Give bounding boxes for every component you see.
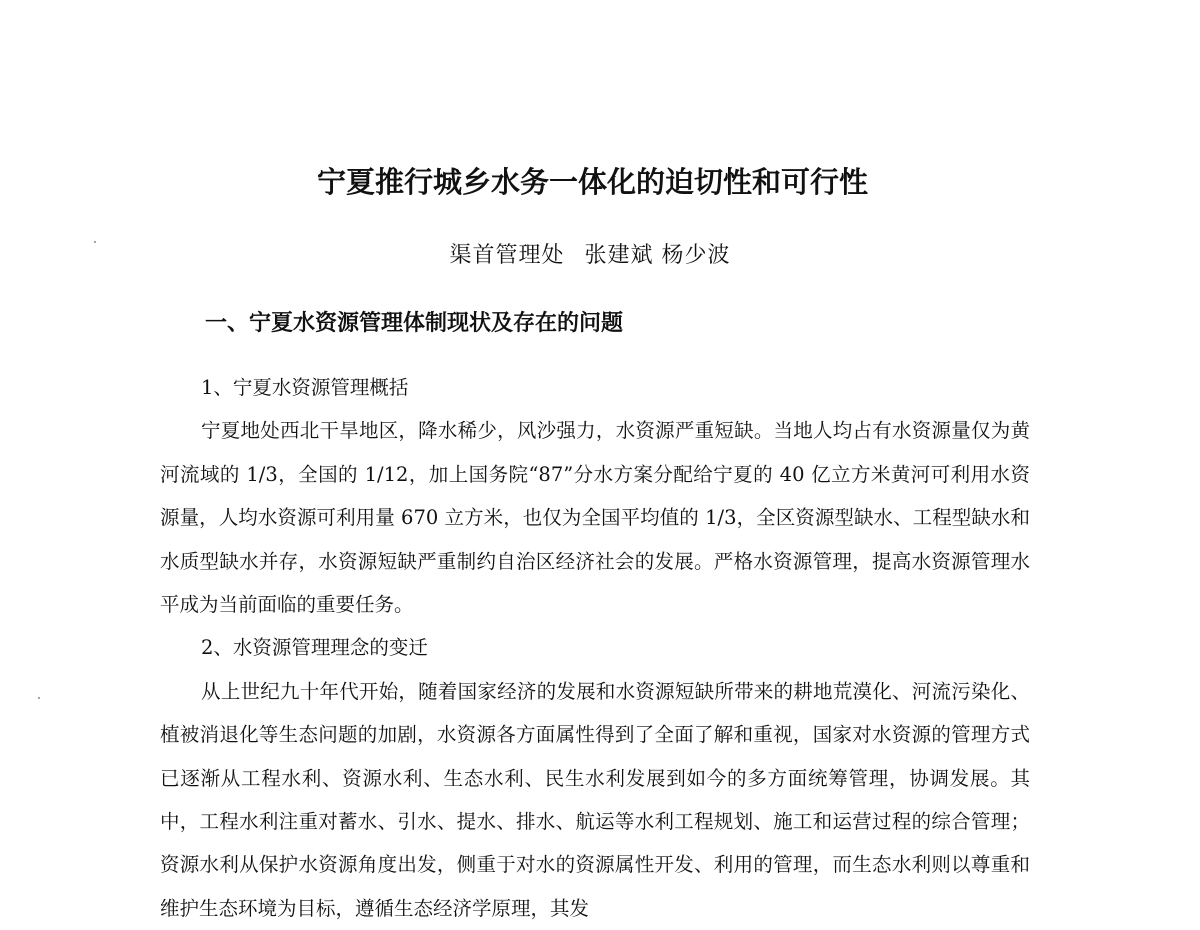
author-line: [0, 238, 1180, 269]
paragraph-2: 从上世纪九十年代开始，随着国家经济的发展和水资源短缺所带来的耕地荒漠化、河流污染化、植被消退化等生态问题的加剧，水资源各方面属性得到了全面了解和重视，国家对水资源的管理方式已逐渐从工程水利、资源水利、生态水利、民生水利发展到如今的多方面统筹管理，协调发展。其中，工程水利注重对蓄水、引水、提水、排水、航运等水利工程规划、施工和运营过程的综合管理；资源水利从保护水资源角度出发，侧重于对水的资源属性开发、利用的管理，而生态水利则以尊重和维护生态环境为目标，遵循生态经济学原理，其发: [160, 679, 1030, 920]
body-text: [160, 366, 1030, 930]
document-title: 宁夏推行城乡水务一体化的迫切性和可行性: [316, 165, 868, 199]
section-heading: 一、宁夏水资源管理体制现状及存在的问题: [205, 311, 624, 336]
scan-speck: [94, 241, 96, 243]
paragraph-1: 宁夏地处西北干旱地区，降水稀少，风沙强力，水资源严重短缺。当地人均占有水资源量仅为黄河流域的 1/3，全国的 1/12，加上国务院“87”分水方案分配给宁夏的 40 亿立方米黄河可利用水资源量，人均水资源可利用量 670 立方米，也仅为全国平均值的 1/3，全区资源型缺水、工程型缺水和水质型缺水并存，水资源短缺严重制约自治区经济社会的发展。严格水资源管理，提高水资源管理水平成为当前面临的重要任务。: [160, 419, 1030, 617]
scan-speck: [38, 697, 40, 699]
subsection-heading-1: 1、宁夏水资源管理概括: [201, 376, 409, 399]
subsection-heading-2: 2、水资源管理理念的变迁: [201, 636, 428, 660]
author-names: 张建斌 杨少波: [584, 243, 731, 268]
author-affiliation: 渠首管理处: [449, 243, 565, 268]
